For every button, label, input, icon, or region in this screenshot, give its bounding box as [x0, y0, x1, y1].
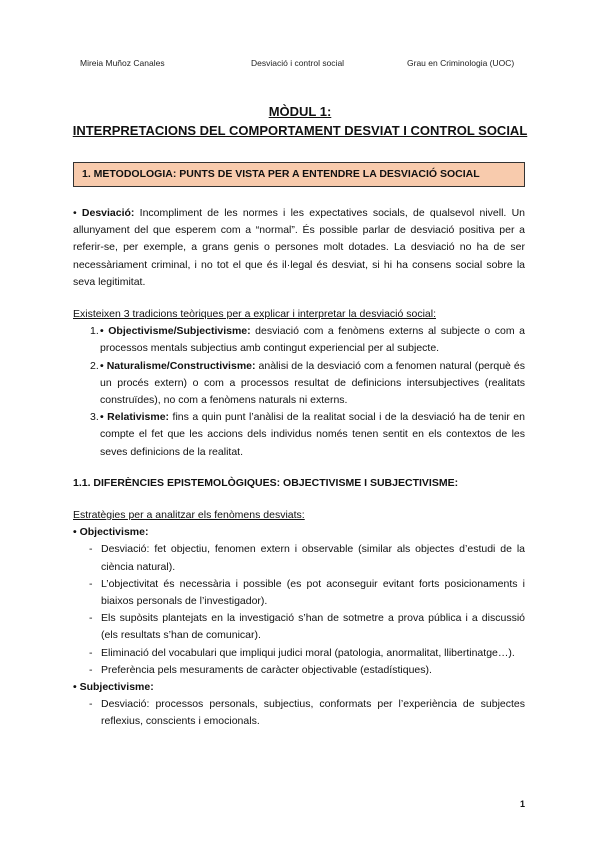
list-item: [73, 662, 525, 679]
list-item: [73, 409, 525, 461]
subjectivisme-label: • Subjectivisme:: [73, 681, 154, 694]
dash-glyph: -: [89, 698, 93, 711]
page-number: 1: [520, 799, 526, 809]
list-term: • Objectivisme/Subjectivisme:: [100, 325, 251, 338]
list-item: [73, 576, 525, 610]
list-text: Desviació: processos personals, subjectius, conformats per l’experiència de subjectes reflexius, conscients i emocionals.: [101, 698, 525, 728]
strategies-intro: Estratègies per a analitzar els fenòmens desviats:: [73, 509, 305, 522]
list-text: Els supòsits plantejats en la investigació s’han de sotmetre a prova pública i a discussió (els resultats s’han de comunicar).: [101, 612, 525, 642]
list-term: • Relativisme:: [100, 411, 170, 424]
bullet-glyph: •: [73, 207, 77, 219]
module-title: MÒDUL 1:: [268, 104, 332, 119]
desviacio-term: Desviació:: [81, 207, 135, 219]
header-course: Desviació i control social: [251, 58, 345, 68]
list-term: • Naturalisme/Constructivisme:: [100, 359, 256, 372]
list-text: desviació com a fenòmens externs al subjecte o com a processos mentals subjectius amb contingut experiencial per al subjecte.: [100, 325, 525, 355]
list-text: L’objectivitat és necessària i possible (es pot aconseguir evitant forts posicionaments i biaixos personals de l’investigador).: [101, 577, 525, 608]
title-block: [60, 104, 540, 142]
list-number: 1.: [90, 325, 99, 338]
list-text: Eliminació del vocabulari que impliqui judici moral (patologia, anormalitat, llibertinatge…).: [101, 646, 515, 659]
objectivisme-list: [73, 541, 525, 679]
desviacio-definition: [73, 205, 525, 291]
section-heading-box: 1. METODOLOGIA: PUNTS DE VISTA PER A ENTENDRE LA DESVIACIÓ SOCIAL: [73, 162, 525, 187]
list-item: [73, 541, 525, 575]
list-item: [73, 610, 525, 644]
section-1-1-heading: 1.1. DIFERÈNCIES EPISTEMOLÒGIQUES: OBJECTIVISME I SUBJECTIVISME:: [73, 476, 459, 489]
list-text: Preferència pels mesuraments de caràcter objectivable (estadístiques).: [101, 663, 432, 676]
list-text: anàlisi de la desviació com a fenomen natural (perquè és un procés extern) o com a processos resultat de definicions intersubjectives (realitats construïdes), no com a fenòmens naturals ni externs.: [100, 359, 525, 407]
list-number: 2.: [90, 359, 99, 372]
list-item: [73, 358, 525, 410]
list-item: [73, 696, 525, 730]
objectivisme-label: • Objectivisme:: [73, 526, 149, 539]
header-author: Mireia Muñoz Canales: [80, 58, 165, 68]
dash-glyph: -: [89, 577, 93, 590]
module-subtitle: INTERPRETACIONS DEL COMPORTAMENT DESVIAT I CONTROL SOCIAL: [72, 123, 528, 138]
list-item: [73, 645, 525, 662]
dash-glyph: -: [89, 543, 93, 556]
dash-glyph: -: [89, 663, 93, 676]
list-item: [73, 323, 525, 357]
traditions-intro: Existeixen 3 tradicions teòriques per a explicar i interpretar la desviació social:: [73, 308, 437, 321]
dash-glyph: -: [89, 646, 93, 659]
list-number: 3.: [90, 411, 99, 424]
main-content: [73, 205, 525, 731]
dash-glyph: -: [89, 612, 93, 625]
desviacio-text: Incompliment de les normes i les expectatives socials, de qualsevol nivell. Un allunyament del que esperem com a “normal”. És possible parlar de desviació positiva per a referir-se, per exemple, a grans genis o persones molt dotades. La desviació no ha de ser necessàriament criminal, i no tot el que és il·legal és desviat, si hi ha consens social sobre la seva legitimitat.: [73, 207, 525, 288]
header-degree: Grau en Criminologia (UOC): [407, 58, 515, 68]
subjectivisme-list: [73, 696, 525, 730]
traditions-list: [73, 323, 525, 461]
list-text: Desviació: fet objectiu, fenomen extern i observable (similar als objectes d’estudi de la ciència natural).: [101, 543, 525, 573]
list-text: fins a quin punt l’anàlisi de la realitat social i de la desviació ha de tenir en compte el fet que les accions dels individus només tenen sentit en els contextos de les seves definicions de la realitat.: [100, 411, 525, 458]
